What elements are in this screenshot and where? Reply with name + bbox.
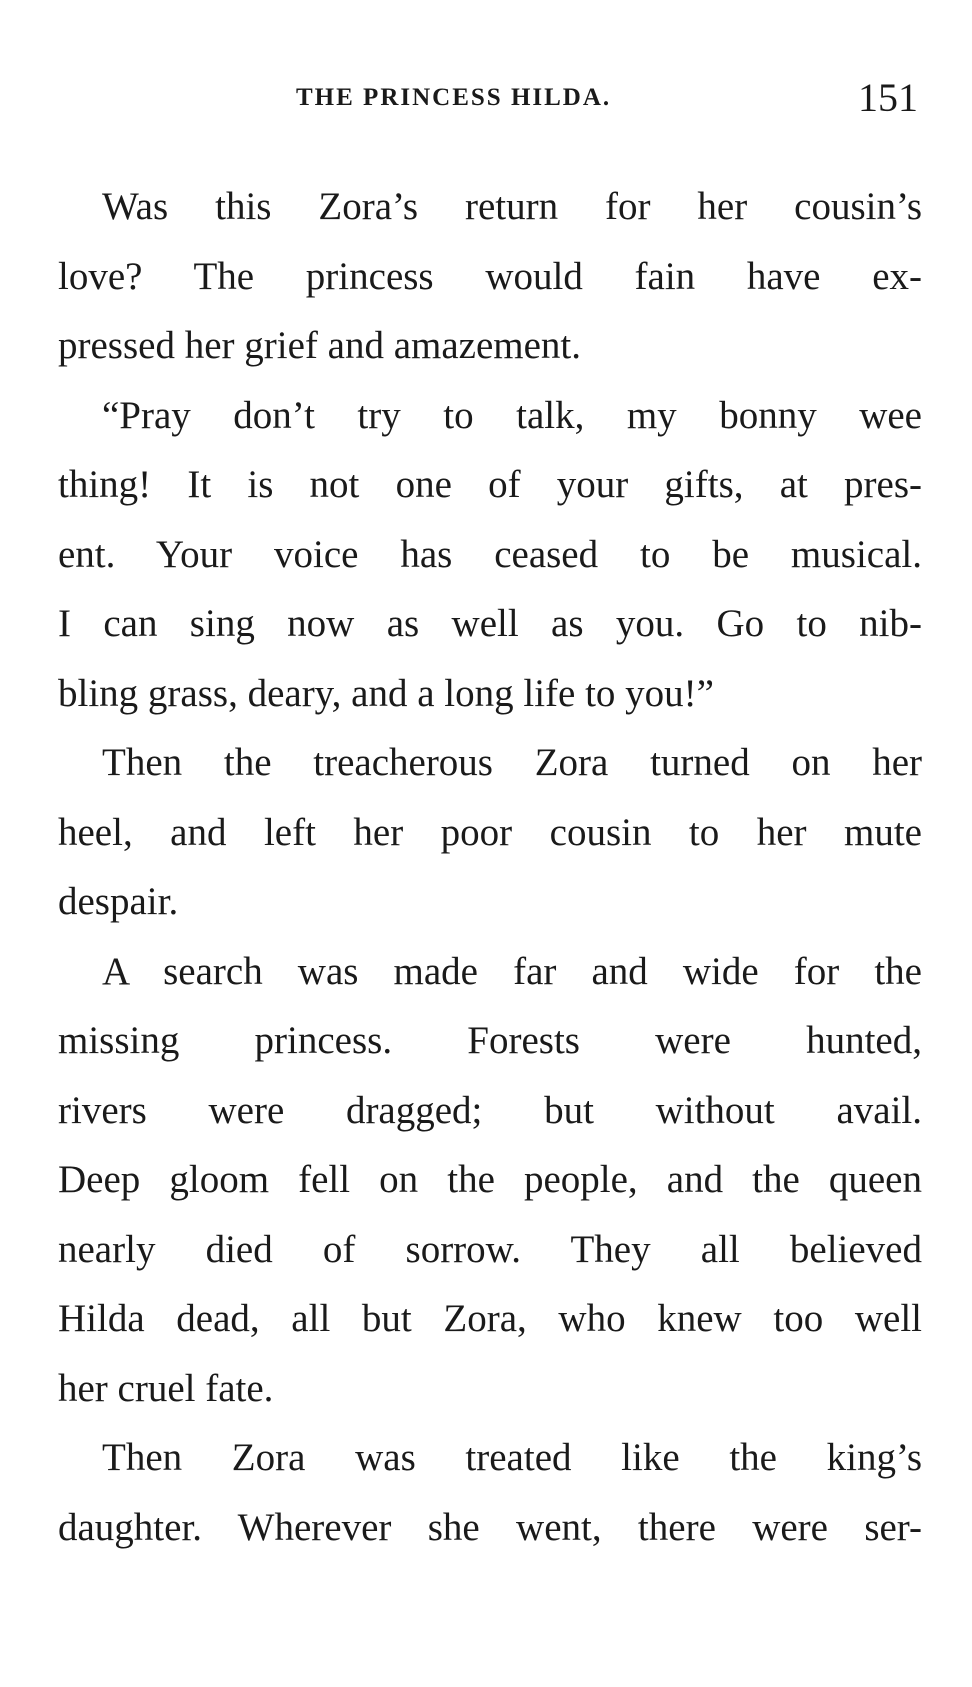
text-line: rivers were dragged; but without avail. (58, 1088, 922, 1132)
paragraph-2 (58, 381, 922, 729)
text-line: her cruel fate. (58, 1366, 274, 1410)
text-line: Then Zora was treated like the king’s (102, 1436, 922, 1479)
text-line: despair. (58, 880, 179, 923)
text-line: A search was made far and wide for the (102, 949, 922, 993)
text-line: Deep gloom fell on the people, and the queen (58, 1158, 922, 1201)
body-text (58, 172, 922, 1562)
paragraph-1 (58, 172, 922, 381)
text-line: love? The princess would fain have ex- (58, 254, 922, 298)
text-line: nearly died of sorrow. They all believed (58, 1227, 922, 1271)
text-line: Then the treacherous Zora turned on her (102, 741, 922, 784)
text-line: ent. Your voice has ceased to be musical. (58, 532, 922, 576)
text-line: I can sing now as well as you. Go to nib- (58, 602, 922, 645)
text-line: daughter. Wherever she went, there were ser- (58, 1505, 922, 1549)
text-line: Hilda dead, all but Zora, who knew too well (58, 1297, 922, 1340)
text-line: Was this Zora’s return for her cousin’s (102, 185, 922, 228)
text-line: missing princess. Forests were hunted, (58, 1019, 922, 1062)
paragraph-4 (58, 937, 922, 1424)
text-line: “Pray don’t try to talk, my bonny wee (102, 393, 922, 437)
page-number: 151 (858, 75, 918, 120)
paragraph-3 (58, 728, 922, 937)
running-head (58, 74, 918, 124)
text-line: pressed her grief and amazement. (58, 324, 581, 367)
paragraph-5 (58, 1423, 922, 1562)
text-line: bling grass, deary, and a long life to you!” (58, 671, 714, 715)
text-line: heel, and left her poor cousin to her mute (58, 810, 922, 854)
running-title: THE PRINCESS HILDA. (296, 84, 612, 111)
text-line: thing! It is not one of your gifts, at pres- (58, 463, 922, 506)
